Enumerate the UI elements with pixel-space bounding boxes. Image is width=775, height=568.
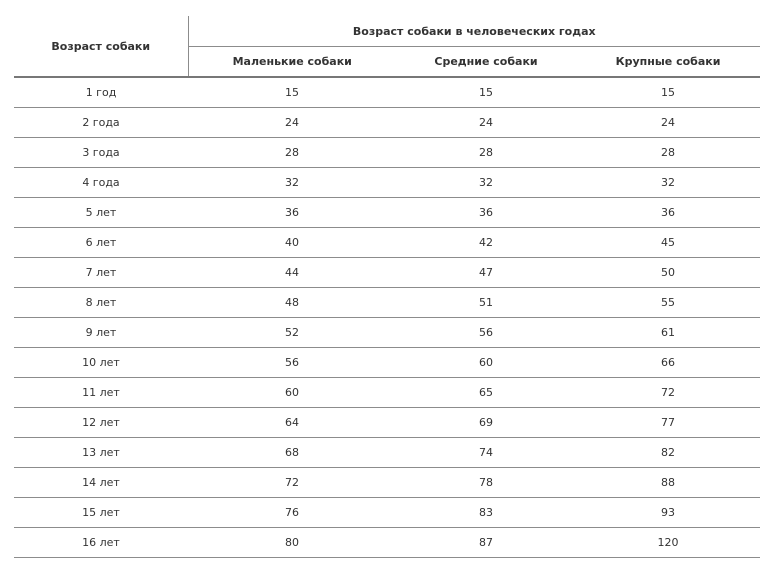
cell-dog-age: 7 лет xyxy=(14,258,188,288)
cell-medium-dogs: 69 xyxy=(396,408,576,438)
table-row xyxy=(14,258,760,288)
header-medium-dogs: Средние собаки xyxy=(396,47,576,78)
cell-small-dogs: 76 xyxy=(188,498,396,528)
cell-small-dogs: 40 xyxy=(188,228,396,258)
cell-dog-age: 6 лет xyxy=(14,228,188,258)
cell-medium-dogs: 36 xyxy=(396,198,576,228)
table-row xyxy=(14,318,760,348)
cell-small-dogs: 80 xyxy=(188,528,396,558)
table-row xyxy=(14,408,760,438)
cell-large-dogs: 55 xyxy=(576,288,760,318)
cell-small-dogs: 28 xyxy=(188,138,396,168)
header-large-dogs: Крупные собаки xyxy=(576,47,760,78)
table-row xyxy=(14,498,760,528)
cell-medium-dogs: 56 xyxy=(396,318,576,348)
cell-dog-age: 8 лет xyxy=(14,288,188,318)
cell-dog-age: 5 лет xyxy=(14,198,188,228)
cell-medium-dogs: 28 xyxy=(396,138,576,168)
cell-large-dogs: 72 xyxy=(576,378,760,408)
cell-dog-age: 2 года xyxy=(14,108,188,138)
cell-large-dogs: 32 xyxy=(576,168,760,198)
header-small-dogs: Маленькие собаки xyxy=(188,47,396,78)
cell-small-dogs: 72 xyxy=(188,468,396,498)
cell-medium-dogs: 32 xyxy=(396,168,576,198)
cell-dog-age: 10 лет xyxy=(14,348,188,378)
cell-large-dogs: 28 xyxy=(576,138,760,168)
cell-small-dogs: 44 xyxy=(188,258,396,288)
table-row xyxy=(14,438,760,468)
cell-large-dogs: 15 xyxy=(576,77,760,108)
cell-large-dogs: 50 xyxy=(576,258,760,288)
table-row xyxy=(14,228,760,258)
table-row xyxy=(14,198,760,228)
cell-large-dogs: 77 xyxy=(576,408,760,438)
cell-large-dogs: 120 xyxy=(576,528,760,558)
cell-small-dogs: 56 xyxy=(188,348,396,378)
cell-small-dogs: 68 xyxy=(188,438,396,468)
cell-small-dogs: 32 xyxy=(188,168,396,198)
cell-small-dogs: 48 xyxy=(188,288,396,318)
cell-medium-dogs: 83 xyxy=(396,498,576,528)
cell-small-dogs: 60 xyxy=(188,378,396,408)
cell-dog-age: 13 лет xyxy=(14,438,188,468)
cell-small-dogs: 52 xyxy=(188,318,396,348)
cell-dog-age: 3 года xyxy=(14,138,188,168)
cell-medium-dogs: 65 xyxy=(396,378,576,408)
cell-medium-dogs: 15 xyxy=(396,77,576,108)
cell-dog-age: 4 года xyxy=(14,168,188,198)
dog-age-table xyxy=(14,16,760,558)
cell-medium-dogs: 60 xyxy=(396,348,576,378)
table-row xyxy=(14,138,760,168)
table-row xyxy=(14,378,760,408)
table-row xyxy=(14,108,760,138)
cell-medium-dogs: 74 xyxy=(396,438,576,468)
cell-medium-dogs: 87 xyxy=(396,528,576,558)
cell-medium-dogs: 42 xyxy=(396,228,576,258)
cell-dog-age: 9 лет xyxy=(14,318,188,348)
cell-medium-dogs: 24 xyxy=(396,108,576,138)
cell-dog-age: 14 лет xyxy=(14,468,188,498)
table-row xyxy=(14,168,760,198)
cell-small-dogs: 15 xyxy=(188,77,396,108)
cell-large-dogs: 36 xyxy=(576,198,760,228)
cell-large-dogs: 93 xyxy=(576,498,760,528)
table-row xyxy=(14,348,760,378)
cell-medium-dogs: 78 xyxy=(396,468,576,498)
table-row xyxy=(14,468,760,498)
header-dog-age: Возраст собаки xyxy=(14,16,188,77)
cell-large-dogs: 82 xyxy=(576,438,760,468)
cell-medium-dogs: 47 xyxy=(396,258,576,288)
cell-large-dogs: 24 xyxy=(576,108,760,138)
cell-large-dogs: 61 xyxy=(576,318,760,348)
header-human-years: Возраст собаки в человеческих годах xyxy=(188,16,760,47)
table-row xyxy=(14,528,760,558)
cell-medium-dogs: 51 xyxy=(396,288,576,318)
cell-large-dogs: 66 xyxy=(576,348,760,378)
table-header xyxy=(14,16,760,77)
cell-dog-age: 12 лет xyxy=(14,408,188,438)
table-row xyxy=(14,77,760,108)
cell-small-dogs: 36 xyxy=(188,198,396,228)
cell-dog-age: 1 год xyxy=(14,77,188,108)
cell-dog-age: 15 лет xyxy=(14,498,188,528)
table-body xyxy=(14,77,760,558)
cell-small-dogs: 64 xyxy=(188,408,396,438)
cell-dog-age: 16 лет xyxy=(14,528,188,558)
cell-large-dogs: 88 xyxy=(576,468,760,498)
cell-dog-age: 11 лет xyxy=(14,378,188,408)
cell-small-dogs: 24 xyxy=(188,108,396,138)
table-row xyxy=(14,288,760,318)
cell-large-dogs: 45 xyxy=(576,228,760,258)
